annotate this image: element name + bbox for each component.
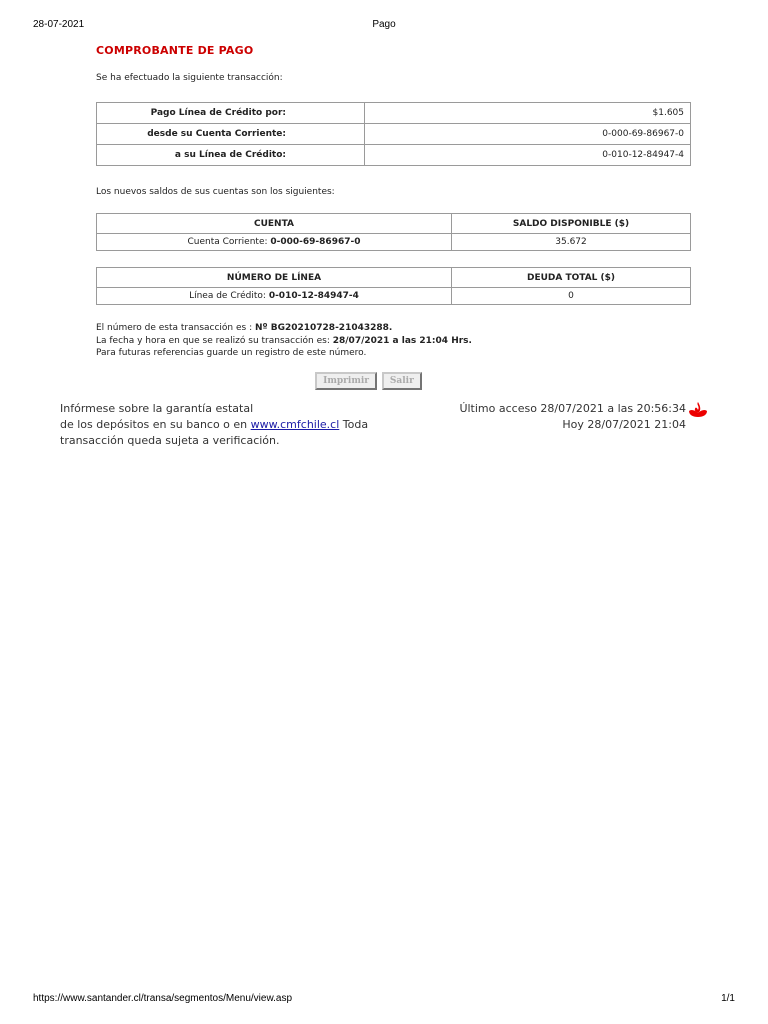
notice-line-3: transacción queda sujeta a verificación. [60,434,280,447]
transaction-value: $1.605 [365,103,691,124]
account-type-label: Cuenta Corriente: [187,237,268,247]
table-row [97,234,691,251]
cmf-link[interactable]: www.cmfchile.cl [250,418,340,431]
transaction-number-prefix: El número de esta transacción es : [96,323,255,333]
table-row [97,103,691,124]
transaction-note: Para futuras referencias guarde un registro de este número. [96,348,367,358]
column-header-total-debt: DEUDA TOTAL ($) [452,268,691,288]
accounts-table [96,213,691,251]
table-header-row [97,268,691,288]
transaction-number-line [96,322,691,335]
receipt-content [96,44,691,390]
notice-line-1: Infórmese sobre la garantía estatal [60,402,254,415]
transaction-label: Pago Línea de Crédito por: [97,103,365,124]
transaction-datetime: 28/07/2021 a las 21:04 Hrs. [332,335,472,346]
table-header-row [97,214,691,234]
print-header-date: 28-07-2021 [33,19,85,30]
transaction-datetime-line [96,335,691,348]
current-datetime: Hoy 28/07/2021 21:04 [562,418,686,431]
debt-value: 0 [452,288,691,305]
column-header-account: CUENTA [97,214,452,234]
transaction-table [96,102,691,166]
account-number: 0-000-69-86967-0 [270,237,361,247]
column-header-line-number: NÚMERO DE LÍNEA [97,268,452,288]
account-cell [97,234,452,251]
transaction-label: a su Línea de Crédito: [97,145,365,166]
notice-line-2-start: de los depósitos en su banco o en [60,418,251,431]
line-cell [97,288,452,305]
line-type-label: Línea de Crédito: [189,291,266,301]
print-footer-page-number: 1/1 [721,993,735,1004]
transaction-label: desde su Cuenta Corriente: [97,124,365,145]
last-access: Último acceso 28/07/2021 a las 20:56:34 [459,402,686,415]
print-footer-url: https://www.santander.cl/transa/segmentos/Menu/view.asp [33,993,293,1004]
transaction-number: Nº BG20210728-21043288. [254,323,393,333]
transaction-value: 0-000-69-86967-0 [365,124,691,145]
receipt-title: COMPROBANTE DE PAGO [96,44,254,57]
print-button[interactable]: Imprimir [315,372,377,390]
transaction-value: 0-010-12-84947-4 [365,145,691,166]
table-row [97,288,691,305]
balances-intro: Los nuevos saldos de sus cuentas son los siguientes: [96,187,335,197]
access-info [459,401,686,433]
receipt-intro: Se ha efectuado la siguiente transacción: [96,73,283,83]
line-number: 0-010-12-84947-4 [268,291,359,301]
transaction-info [96,322,691,360]
credit-line-table [96,267,691,305]
deposit-guarantee-notice [60,401,368,449]
button-row [96,372,641,390]
notice-line-2 [60,417,368,433]
column-header-balance: SALDO DISPONIBLE ($) [452,214,691,234]
notice-line-2-end: Toda [339,418,369,431]
santander-flame-icon [688,401,708,419]
table-row [97,124,691,145]
print-header-title: Pago [372,19,396,30]
table-row [97,145,691,166]
exit-button[interactable]: Salir [382,372,422,390]
transaction-datetime-prefix: La fecha y hora en que se realizó su transacción es: [96,335,333,346]
balance-value: 35.672 [452,234,691,251]
